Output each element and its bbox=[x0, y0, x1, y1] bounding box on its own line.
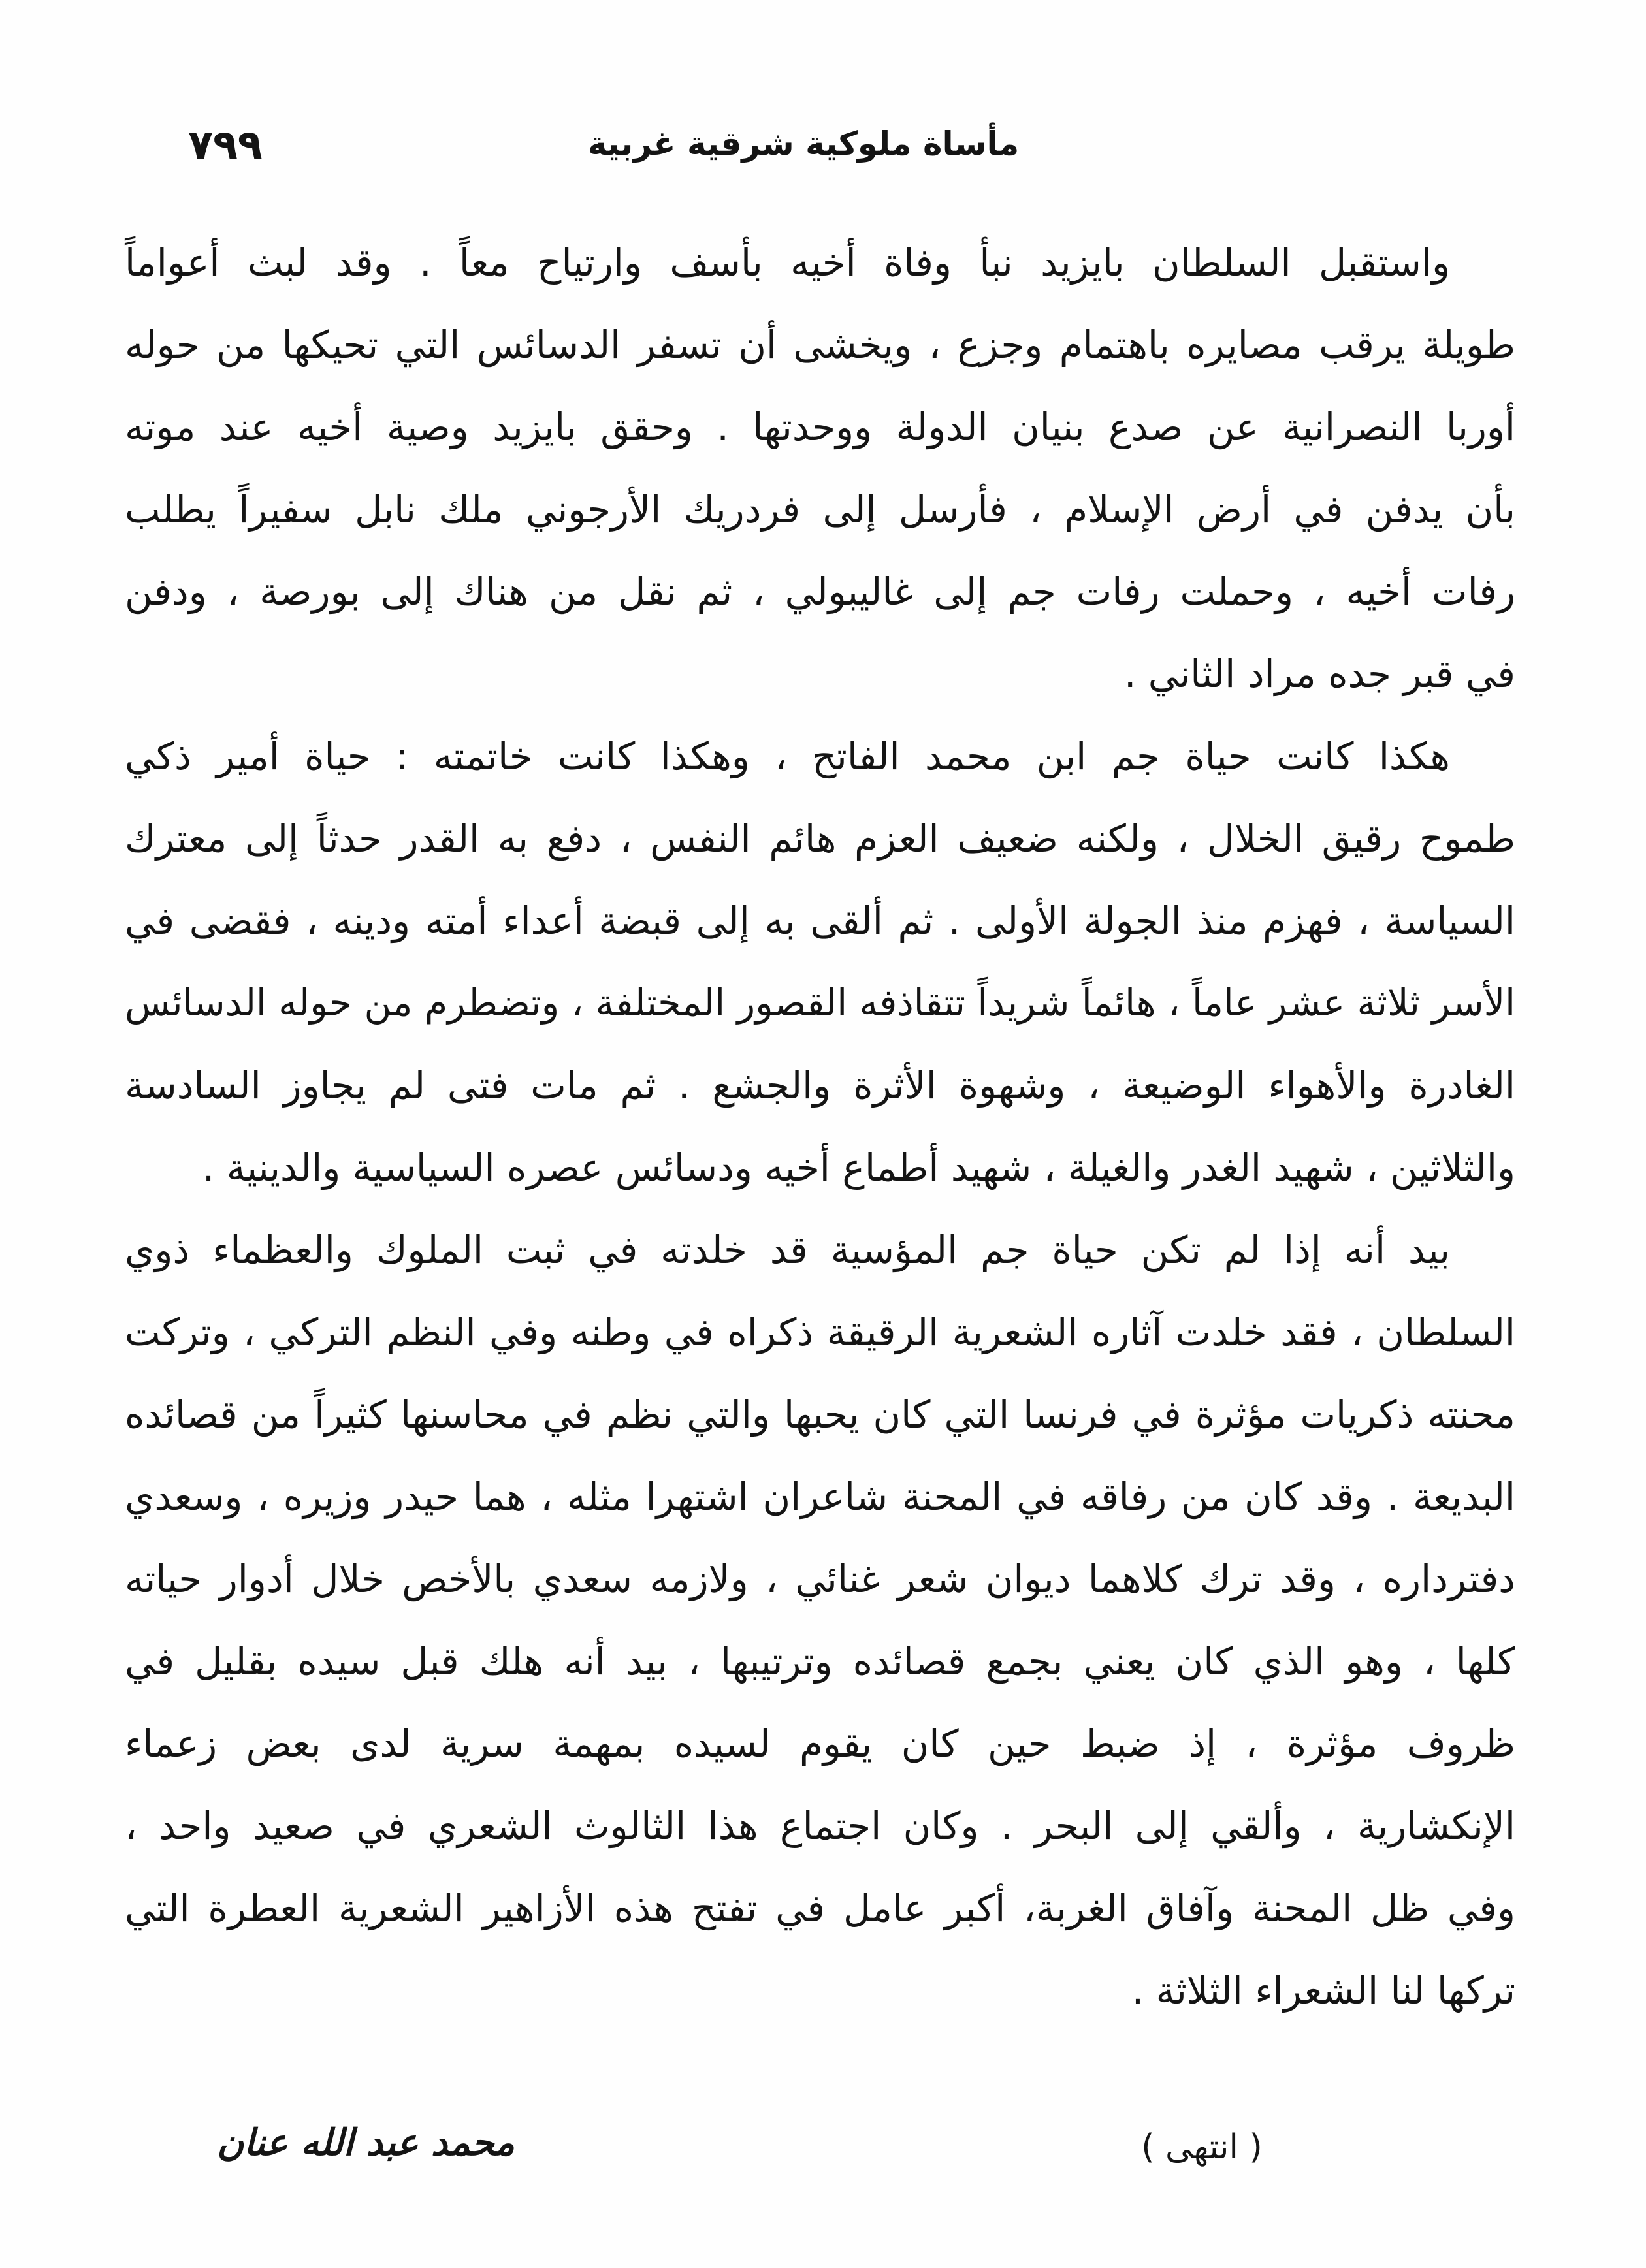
text-line: البديعة . وقد كان من رفاقه في المحنة شاعران اشتهرا مثله ، هما حيدر وزيره ، وسعدي bbox=[125, 1475, 1515, 1519]
text-line: بأن يدفن في أرض الإسلام ، فأرسل إلى فردريك الأرجوني ملك نابل سفيراً يطلب bbox=[125, 487, 1515, 532]
text-line: محنته ذكريات مؤثرة في فرنسا التي كان يحبها والتي نظم في محاسنها كثيراً من قصائده bbox=[125, 1392, 1515, 1437]
text-line: والثلاثين ، شهيد الغدر والغيلة ، شهيد أطماع أخيه ودسائس عصره السياسية والدينية . bbox=[202, 1145, 1515, 1190]
text-line: دفترداره ، وقد ترك كلاهما ديوان شعر غنائي ، ولازمه سعدي بالأخص خلال أدوار حياته bbox=[125, 1557, 1515, 1601]
text-line: في قبر جده مراد الثاني . bbox=[1123, 652, 1515, 696]
paragraph bbox=[125, 715, 1515, 1209]
author-signature: محمد عبد الله عنان bbox=[217, 2122, 515, 2164]
text-line: أوربا النصرانية عن صدع بنيان الدولة ووحدتها . وحقق بايزيد وصية أخيه عند موته bbox=[125, 405, 1515, 449]
paragraph bbox=[125, 221, 1515, 715]
text-line: السياسة ، فهزم منذ الجولة الأولى . ثم ألقى به إلى قبضة أعداء أمته ودينه ، فقضى في bbox=[125, 899, 1515, 943]
text-line: الأسر ثلاثة عشر عاماً ، هائماً شريداً تتقاذفه القصور المختلفة ، وتضطرم من حوله الدسائس bbox=[125, 982, 1515, 1025]
text-line: واستقبل السلطان بايزيد نبأ وفاة أخيه بأسف وارتياح معاً . وقد لبث أعواماً bbox=[125, 240, 1450, 285]
text-line: السلطان ، فقد خلدت آثاره الشعرية الرقيقة ذكراه في وطنه وفي النظم التركي ، وتركت bbox=[125, 1310, 1515, 1354]
text-line: طموح رقيق الخلال ، ولكنه ضعيف العزم هائم النفس ، دفع به القدر حدثاً إلى معترك bbox=[125, 816, 1515, 861]
text-line: كلها ، وهو الذي كان يعني بجمع قصائده وترتيبها ، بيد أنه هلك قبل سيده بقليل في bbox=[125, 1639, 1515, 1684]
body-text bbox=[125, 221, 1515, 2032]
text-line: الإنكشارية ، وألقي إلى البحر . وكان اجتماع هذا الثالوث الشعري في صعيد واحد ، bbox=[125, 1804, 1515, 1848]
text-line: رفات أخيه ، وحملت رفات جم إلى غاليبولي ، ثم نقل من هناك إلى بورصة ، ودفن bbox=[125, 569, 1515, 614]
end-mark: ( انتهى ) bbox=[1141, 2128, 1263, 2167]
text-line: بيد أنه إذا لم تكن حياة جم المؤسية قد خلدته في ثبت الملوك والعظماء ذوي bbox=[125, 1228, 1450, 1272]
text-line: تركها لنا الشعراء الثلاثة . bbox=[1131, 1968, 1515, 2013]
text-line: وفي ظل المحنة وآفاق الغربة، أكبر عامل في تفتح هذه الأزاهير الشعرية العطرة التي bbox=[125, 1886, 1515, 1930]
text-line: طويلة يرقب مصايره باهتمام وجزع ، ويخشى أن تسفر الدسائس التي تحيكها من حوله bbox=[125, 323, 1515, 367]
text-line: هكذا كانت حياة جم ابن محمد الفاتح ، وهكذا كانت خاتمته : حياة أمير ذكي bbox=[125, 734, 1450, 778]
paragraph bbox=[125, 1209, 1515, 2032]
text-line: ظروف مؤثرة ، إذ ضبط حين كان يقوم لسيده بمهمة سرية لدى بعض زعماء bbox=[125, 1721, 1515, 1766]
page-number: ٧٩٩ bbox=[188, 121, 263, 168]
running-title: مأساة ملوكية شرقية غربية bbox=[587, 125, 1020, 163]
text-line: الغادرة والأهواء الوضيعة ، وشهوة الأثرة والجشع . ثم مات فتى لم يجاوز السادسة bbox=[125, 1063, 1515, 1108]
